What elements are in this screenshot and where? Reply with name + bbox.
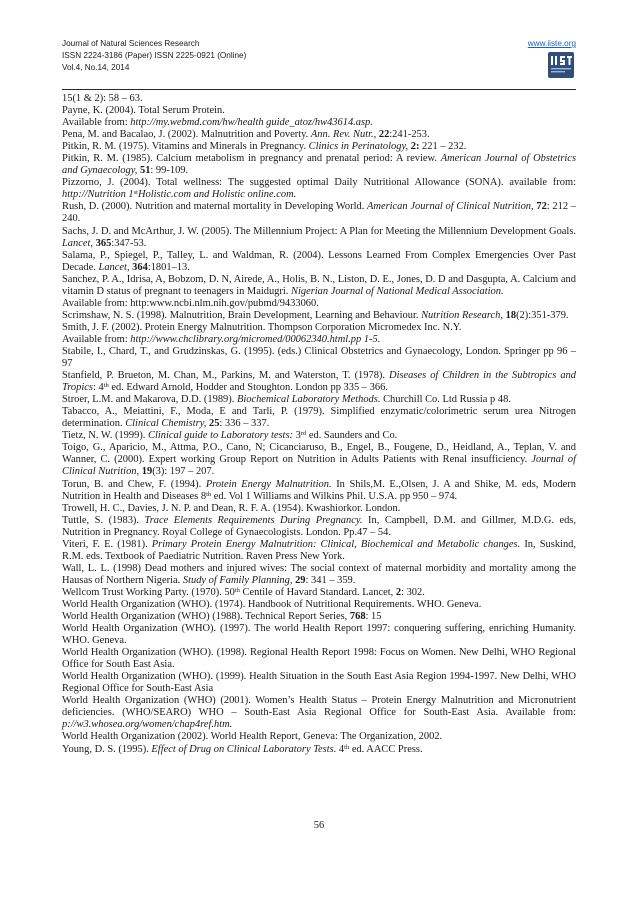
reference-text: , [126, 261, 133, 273]
journal-url-link[interactable]: www.iiste.org [527, 39, 576, 48]
reference-text: 2 [395, 586, 402, 598]
reference-text: World Health Organization (WHO). (1997). The world Health Report 1997: conquering suffering, enriching Humanity. WHO. Geneva. [62, 623, 576, 647]
reference-text: American Journal of Clinical Nutrition [367, 201, 532, 213]
reference-text: : 341 – 359. [305, 574, 356, 586]
reference-text: Available from: [62, 117, 131, 129]
reference-text: 18 [505, 309, 517, 321]
reference-text: Available from: [62, 333, 131, 345]
reference-entry [62, 731, 576, 743]
journal-title: Journal of Natural Sciences Research [62, 39, 200, 48]
header-divider [62, 89, 576, 90]
reference-text: World Health Organization (WHO) (2001). Women’s Health Status – Protein Energy Malnutrition and Micronutrient deficiencies. (WHO/SEARO) WHO – South-East Asia Regional Office for South-East Asia. Available from: [62, 695, 576, 719]
reference-text: :241-253. [389, 129, 430, 141]
reference-text: th [103, 382, 109, 390]
reference-text: p://w3.whosea.org/women/chap4ref.htm. [62, 719, 233, 731]
reference-text: Ann. Rev. Nutr., [310, 129, 379, 141]
reference-text: Lancet [98, 261, 127, 273]
reference-entry [62, 479, 576, 503]
reference-text: 29 [295, 574, 306, 586]
reference-text: 221 – 232. [419, 141, 467, 153]
reference-text: Protein Energy Malnutrition. [205, 478, 332, 490]
reference-text: Tabacco, A., Meiattini, F., Moda, E and Tarli, P. (1979). Simplified enzymatic/colorimetric serum urea Nitrogen determination. [62, 406, 576, 430]
reference-text: World Health Organization (WHO) (1988). Technical Report Series, [62, 611, 350, 623]
reference-text: rd [300, 430, 307, 438]
reference-text: 25 [208, 418, 220, 430]
reference-text: 2: [410, 141, 420, 153]
reference-text: Pitkin, R. M. (1985). Calcium metabolism in pregnancy and prenatal period: A review. [62, 153, 441, 165]
reference-text: : 15 [365, 611, 382, 623]
reference-text: 768 [349, 611, 366, 623]
reference-text: Journal of Clinical Nutrition, [62, 454, 576, 478]
reference-text: Sachs, J. D. and McArthur, J. W. (2005). The Millennium Project: A Plan for Meeting the Millennium Development Goals. [62, 225, 576, 237]
reference-text: Trace Elements Requirements During Pregnancy. [144, 514, 363, 526]
reference-entry [62, 177, 576, 201]
reference-entry [62, 141, 576, 153]
reference-entry [62, 430, 576, 442]
reference-text: :347-53. [111, 237, 147, 249]
reference-entry [62, 129, 576, 141]
reference-entry [62, 647, 576, 671]
reference-text: Holistic.com and Holistic online.com. [137, 189, 297, 201]
reference-entry [62, 599, 576, 611]
reference-text: : 99-109. [150, 165, 189, 177]
reference-text: Sanchez, P. A., Idrisa, A, Bobzom, D. N, Airede, A., Holis, B. N., Liston, D. E., Jones, D. D and Dasgupta, A. Calcium and vitamin D status of pregnant to teenagers in Maidugri. [62, 273, 576, 297]
reference-entry [62, 250, 576, 274]
reference-text: Pena, M. and Bacalao, J. (2002). Malnutrition and Poverty. [62, 129, 311, 141]
reference-text: :1801–13. [147, 261, 190, 273]
reference-entry [62, 442, 576, 478]
reference-text: Scrimshaw, N. S. (1998). Malnutrition, Brain Development, Learning and Behaviour. [62, 309, 422, 321]
references-list [62, 93, 576, 756]
reference-entry [62, 322, 576, 334]
reference-entry [62, 611, 576, 623]
reference-entry [62, 587, 576, 599]
reference-text: (3): 197 – 207. [152, 466, 215, 478]
reference-text: Tietz, N. W. (1999). [62, 430, 149, 442]
reference-text: 22 [378, 129, 390, 141]
reference-text: Effect of Drug on Clinical Laboratory Tests. [151, 743, 337, 755]
reference-text: 364 [132, 261, 148, 273]
reference-text: http://Nutrition 1 [62, 189, 134, 201]
reference-text: Nigerian Journal of National Medical Association. [291, 285, 504, 297]
reference-entry [62, 503, 576, 515]
reference-text: (2):351-379. [516, 309, 569, 321]
page-number: 56 [313, 820, 325, 831]
reference-entry [62, 406, 576, 430]
reference-text: : 212 – 240. [62, 201, 577, 225]
reference-entry [62, 201, 576, 225]
reference-text: Toigo, G., Aparicio, M., Attma, P.O., Cano, N; Cicanciaruso, B., Engel, B., Fougene, D., Heidland, A., Teplan, V. and Wanner, C. (2000). Expert working Group Report on Nutrition in Adults Patients with Renal insufficiency. [62, 442, 576, 466]
reference-text: American Journal of Obstetrics and Gynaecology, [62, 153, 576, 177]
reference-text: Rush, D. (2000). Nutrition and maternal mortality in Developing World. [62, 201, 368, 213]
reference-text: Primary Protein Energy Malnutrition: Clinical, Biochemical and Metabolic changes. [151, 538, 521, 550]
reference-text: th [234, 586, 240, 594]
reference-text: Smith, J. F. (2002). Protein Energy Malnutrition. Thompson Corporation Micromedex Inc. N.Y. [62, 321, 462, 333]
reference-text: Study of Family Planning, [182, 574, 293, 586]
reference-text: Lancet, [62, 237, 94, 249]
reference-entry [62, 334, 576, 346]
reference-text: In Shils,M. E.,Olsen, J. A and Shike, M. eds, Modern Nutrition in Health and Diseases 8 [62, 478, 577, 502]
reference-text: World Health Organization (2002). World Health Report, Geneva: The Organization, 2002. [62, 731, 443, 743]
reference-text: Wellcom Trust Working Party. (1970). 50 [62, 586, 235, 598]
reference-text: Trowell, H. C., Davies, J. N. P. and Dean, R. F. A. (1954). Kwashiorkor. London. [62, 502, 401, 514]
reference-entry [62, 744, 576, 756]
reference-text: : 336 – 337. [219, 418, 270, 430]
reference-text: Stroer, L.M. and Makarova, D.D. (1989). [62, 394, 237, 406]
reference-text: Pitkin, R. M. (1975). Vitamins and Minerals in Pregnancy. [62, 141, 309, 153]
reference-entry [62, 370, 576, 394]
reference-text: Pizzorno, J. (2004). Total wellness: The suggested optimal Daily Nutritional Allowance (SONA). available from: [62, 177, 576, 189]
reference-entry [62, 671, 576, 695]
journal-meta [62, 38, 246, 74]
reference-text: In, Suskind, R.M. eds. Textbook of Paediatric Nutrition. Raven Press New York. [62, 538, 576, 562]
page-header [62, 38, 576, 88]
reference-entry [62, 153, 576, 177]
reference-text: Salama, P., Spiegel, P., Talley, L. and Waldman, R. (2004). Lessons Learned From Complex Emergencies Over Past Decade. [62, 249, 576, 273]
reference-text: : 4 [92, 382, 104, 394]
reference-text: 51 [139, 165, 151, 177]
reference-text: Centile of Havard Standard. Lancet, [239, 586, 396, 598]
reference-text: Tuttle, S. (1983). [62, 514, 145, 526]
reference-entry [62, 515, 576, 539]
reference-text: 19 [141, 466, 153, 478]
journal-issn: ISSN 2224-3186 (Paper) ISSN 2225-0921 (Online) [62, 51, 247, 60]
reference-entry [62, 93, 576, 105]
reference-text: Clinics in Perinatology, [308, 141, 409, 153]
reference-entry [62, 226, 576, 250]
reference-entry [62, 117, 576, 129]
reference-text: 15(1 & 2): 58 – 63. [62, 93, 143, 104]
reference-text: In, Campbell, D.M. and Gillmer, M.D.G. eds, Nutrition in Pregnancy. Royal College of Gynaecologists. London. Pp.47 – 54. [62, 514, 576, 538]
reference-text: th [344, 743, 350, 751]
reference-text: Stanfield, P. Brueton, M. Chan, M., Parkins, M. and Waterston, T. (1978). [62, 370, 390, 382]
reference-text: ed. Vol 1 Williams and Wilkins Phil. U.S.A. pp 950 – 974. [211, 490, 458, 502]
reference-text: Wall, L. L. (1998) Dead mothers and injured wives: The social context of maternal morbidity and mortality among the Hausas of Northern Nigeria. [62, 562, 576, 586]
reference-text: Clinical Chemistry, [125, 418, 207, 430]
reference-entry [62, 539, 576, 563]
reference-entry [62, 105, 576, 117]
reference-entry [62, 623, 576, 647]
reference-text: 4 [336, 743, 345, 755]
reference-text: 3 [293, 430, 301, 442]
reference-entry [62, 310, 576, 322]
reference-entry [62, 298, 576, 310]
reference-text: Available from: http:www.ncbi.nlm.nih.gov/pubmd/9433060. [62, 297, 319, 309]
reference-text: ed. Saunders and Co. [306, 430, 398, 442]
reference-entry [62, 346, 576, 370]
reference-text: Young, D. S. (1995). [62, 743, 152, 755]
reference-text: http://my.webmd.com/hw/health guide_atoz/hw43614.asp. [130, 117, 373, 129]
reference-entry [62, 274, 576, 298]
reference-text: th [206, 490, 212, 498]
reference-text: ed. Edward Arnold, Hodder and Stoughton. London pp 335 – 366. [108, 382, 388, 394]
reference-text: World Health Organization (WHO). (1974). Handbook of Nutritional Requirements. WHO. Geneva. [62, 598, 482, 610]
reference-entry [62, 563, 576, 587]
reference-text: ed. AACC Press. [349, 743, 423, 755]
reference-text: Churchill Co. Ltd Russia p 48. [380, 394, 511, 406]
reference-text: Stabile, I., Chard, T., and Grudzinskas, G. (1995). (eds.) Clinical Obstetrics and Gynaecology, London. Springer pp 96 – 97 [62, 345, 576, 370]
reference-text: World Health Organization (WHO). (1998). Regional Health Report 1998: Focus on Women. New Delhi, WHO Regional Office for South East Asia. [62, 647, 576, 671]
reference-text: Diseases of Children in the Subtropics and Tropics [62, 370, 576, 394]
reference-text: 365 [95, 237, 112, 249]
reference-text: Biochemical Laboratory Methods. [236, 394, 381, 406]
reference-text: : 302. [401, 586, 425, 598]
reference-text: Payne, K. (2004). Total Serum Protein. [62, 105, 225, 117]
reference-text: Torun, B. and Chew, F. (1994). [62, 478, 206, 490]
reference-text: World Health Organization (WHO). (1999). Health Situation in the South East Asia Region 1994-1997. New Delhi, WHO Regional Office for South-East Asia [62, 671, 576, 695]
reference-text: 72 [536, 201, 547, 213]
iiste-logo-icon [548, 52, 574, 78]
reference-text: Clinical guide to Laboratory tests: [148, 430, 293, 442]
reference-text: Nutrition Research, [421, 309, 504, 321]
reference-entry [62, 695, 576, 731]
reference-text: , [531, 201, 537, 213]
journal-volume: Vol.4, No.14, 2014 [62, 63, 130, 72]
reference-text: Viteri, F. E. (1981). [62, 538, 152, 550]
reference-text: st [133, 189, 138, 197]
reference-entry [62, 394, 576, 406]
reference-text: http://www.chclibrary.org/micromed/00062340.html.pp 1-5. [130, 333, 381, 345]
